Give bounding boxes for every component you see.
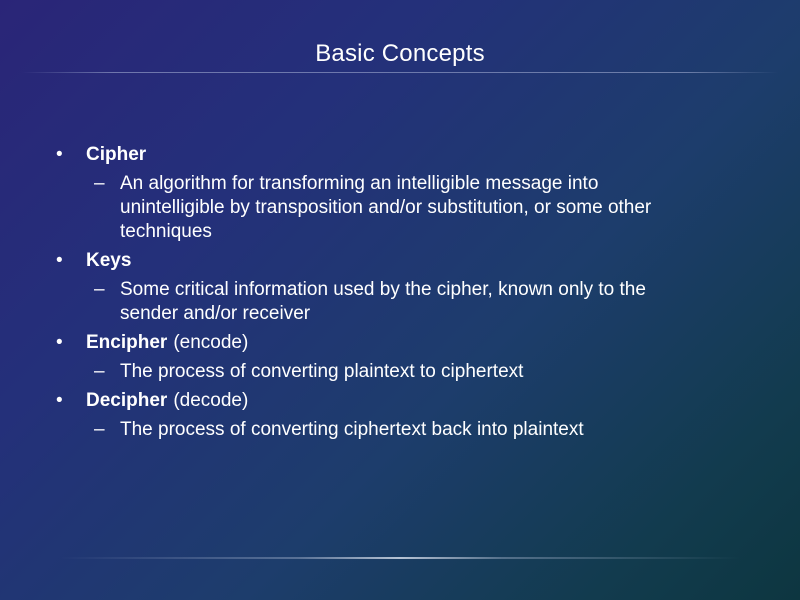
sub-item-keys: [0, 278, 700, 326]
dash-marker: –: [94, 361, 105, 382]
bullet-term-note: (encode): [173, 332, 249, 353]
bullet-term: Decipher: [86, 390, 168, 411]
sub-item-text: An algorithm for transforming an intelligible message into unintelligible by transposition and/or substitution, or some other techniques: [120, 173, 652, 242]
bullet-term: Keys: [86, 250, 132, 271]
sub-item-text: The process of converting plaintext to ciphertext: [120, 361, 524, 382]
title-divider: [22, 72, 778, 73]
bullet-item-cipher: [0, 143, 706, 167]
bullet-item-encipher: [0, 331, 706, 355]
bullet-marker: •: [56, 144, 63, 165]
sub-item-text: Some critical information used by the cipher, known only to the sender and/or receiver: [120, 279, 646, 324]
footer-divider: [60, 557, 740, 559]
slide-title: Basic Concepts: [315, 40, 485, 67]
sub-item-encipher: [0, 360, 700, 384]
sub-item-decipher: [0, 418, 700, 442]
bullet-item-keys: [0, 249, 706, 273]
bullet-marker: •: [56, 390, 63, 411]
bullet-marker: •: [56, 332, 63, 353]
dash-marker: –: [94, 173, 105, 194]
bullet-item-decipher: [0, 389, 706, 413]
bullet-list: [0, 143, 800, 447]
bullet-term-note: (decode): [173, 390, 249, 411]
bullet-term: Encipher: [86, 332, 168, 353]
sub-item-cipher: [0, 172, 700, 244]
dash-marker: –: [94, 419, 105, 440]
sub-item-text: The process of converting ciphertext back into plaintext: [120, 419, 584, 440]
bullet-marker: •: [56, 250, 63, 271]
bullet-term: Cipher: [86, 144, 147, 165]
dash-marker: –: [94, 279, 105, 300]
